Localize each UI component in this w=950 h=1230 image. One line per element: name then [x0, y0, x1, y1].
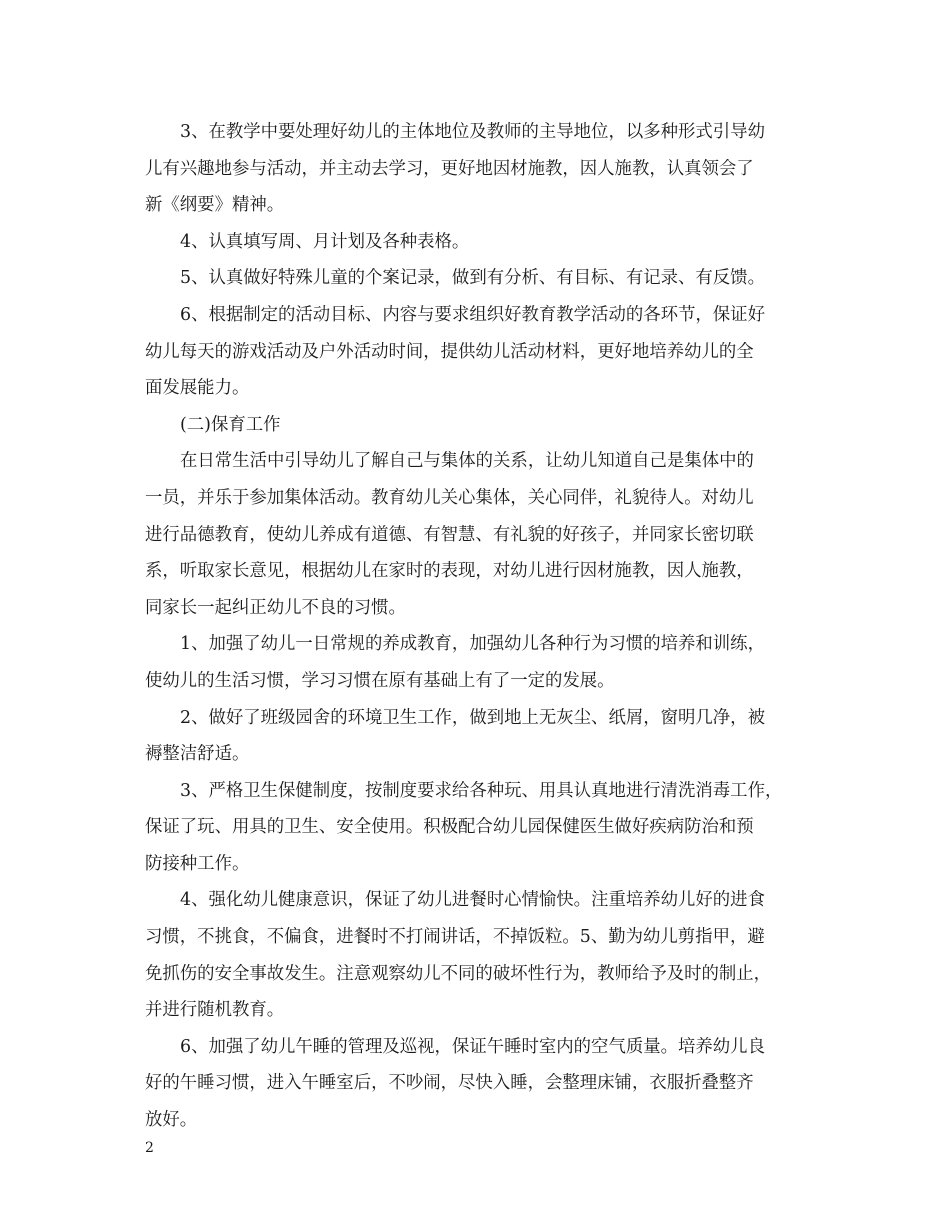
section-heading-care-work [145, 407, 810, 444]
text-line: 保证了玩、用具的卫生、安全使用。积极配合幼儿园保健医生做好疾病防治和预 [145, 817, 754, 838]
text-line: 一员，并乐于参加集体活动。教育幼儿关心集体，关心同伴，礼貌待人。对幼儿 [145, 487, 754, 508]
text-line: 免抓伤的安全事故发生。注意观察幼儿不同的破坏性行为，教师给予及时的制止， [145, 963, 772, 984]
document-body [145, 114, 810, 1139]
text-line: 5、认真做好特殊儿童的个案记录，做到有分析、有目标、有记录、有反馈。 [180, 268, 765, 289]
paragraph-routine-habits [145, 626, 810, 699]
text-line: 好的午睡习惯，进入午睡室后，不吵闹，尽快入睡，会整理床铺，衣服折叠整齐 [145, 1073, 754, 1094]
text-line: 使幼儿的生活习惯，学习习惯在原有基础上有了一定的发展。 [145, 670, 615, 691]
text-line: 并进行随机教育。 [145, 1000, 285, 1021]
text-line: 3、严格卫生保健制度，按制度要求给各种玩、用具认真地进行清洗消毒工作， [180, 780, 783, 801]
text-line: 习惯，不挑食，不偏食，进餐时不打闹讲话，不掉饭粒。5、勤为幼儿剪指甲，避 [145, 927, 765, 948]
text-line: 新《纲要》精神。 [145, 195, 285, 216]
text-line: 4、强化幼儿健康意识，保证了幼儿进餐时心情愉快。注重培养幼儿好的进食 [180, 890, 765, 911]
text-line: 进行品德教育，使幼儿养成有道德、有智慧、有礼貌的好孩子，并同家长密切联 [145, 524, 754, 545]
paragraph-hygiene [145, 700, 810, 773]
text-line: 1、加强了幼儿一日常规的养成教育，加强幼儿各种行为习惯的培养和训练， [180, 634, 765, 655]
paragraph-daily-life [145, 443, 810, 626]
text-line: 幼儿每天的游戏活动及户外活动时间，提供幼儿活动材料，更好地培养幼儿的全 [145, 341, 754, 362]
paragraph-case-records [145, 260, 810, 297]
text-line: 面发展能力。 [145, 378, 250, 399]
text-line: 同家长一起纠正幼儿不良的习惯。 [145, 597, 406, 618]
text-line: 6、根据制定的活动目标、内容与要求组织好教育教学活动的各环节，保证好 [180, 304, 765, 325]
paragraph-teaching-role [145, 114, 810, 224]
text-line: 3、在教学中要处理好幼儿的主体地位及教师的主导地位，以多种形式引导幼 [180, 122, 765, 142]
text-line: 在日常生活中引导幼儿了解自己与集体的关系，让幼儿知道自己是集体中的 [180, 451, 754, 472]
paragraph-activity-goals [145, 297, 810, 407]
page-number: 2 [145, 1140, 154, 1156]
section-heading-text: (二)保育工作 [180, 414, 281, 435]
paragraph-weekly-plan [145, 224, 810, 261]
text-line: 6、加强了幼儿午睡的管理及巡视，保证午睡时室内的空气质量。培养幼儿良 [180, 1036, 765, 1057]
text-line: 4、认真填写周、月计划及各种表格。 [180, 231, 470, 252]
text-line: 褥整洁舒适。 [145, 744, 250, 765]
text-line: 系，听取家长意见，根据幼儿在家时的表现，对幼儿进行因材施教，因人施教， [145, 561, 754, 582]
paragraph-health-awareness [145, 882, 810, 1028]
text-line: 儿有兴趣地参与活动，并主动去学习，更好地因材施教，因人施教，认真领会了 [145, 158, 754, 179]
text-line: 放好。 [145, 1110, 198, 1131]
paragraph-nap-time [145, 1029, 810, 1139]
text-line: 防接种工作。 [145, 853, 250, 874]
paragraph-health-system [145, 773, 810, 883]
text-line: 2、做好了班级园舍的环境卫生工作，做到地上无灰尘、纸屑，窗明几净，被 [180, 707, 765, 728]
